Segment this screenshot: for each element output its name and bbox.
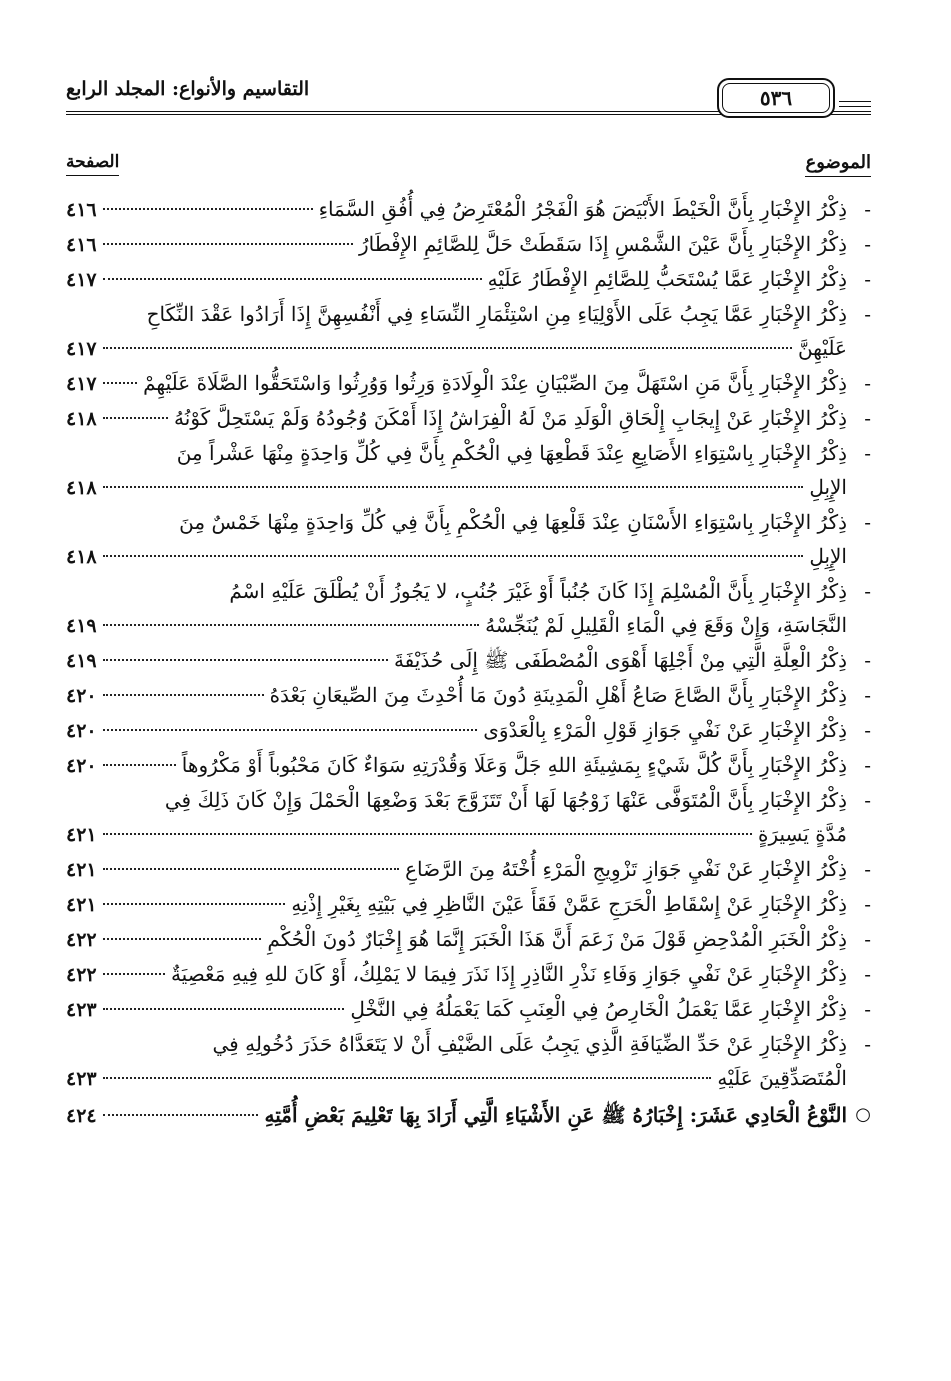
entry-title-line1: ذِكْرُ الإِخْبَارِ بِاسْتِوَاءِ الأَسْنَانِ عِنْدَ قَلْعِهَا فِي الْحُكْمِ بِأَنَّ فِي كُلِّ وَاحِدَةٍ مِنْهَا خَمْسٌ مِنَ: [179, 510, 847, 534]
toc-list: [66, 192, 871, 1133]
entry-first-line-row: [66, 297, 847, 331]
dot-leader: [103, 833, 752, 835]
entry-title-line1: ذِكْرُ الإِخْبَارِ بِأَنَّ الْمُسْلِمَ إِذَا كَانَ جُنُباً أَوْ غَيْرَ جُنُبٍ، لا يَجُوزُ أَنْ يُطْلَقَ عَلَيْهِ اسْمُ: [229, 579, 847, 603]
dot-leader: [103, 903, 286, 905]
entry-page-number: ٤١٦: [66, 199, 97, 221]
toc-entry: [66, 887, 871, 922]
entry-line: [66, 366, 847, 401]
dot-leader: [103, 486, 804, 488]
toc-entry: [66, 505, 871, 574]
toc-entry: [66, 1027, 871, 1096]
entry-page-number: ٤٢٠: [66, 755, 97, 777]
entry-dash: -: [864, 197, 871, 221]
entry-dash: -: [864, 441, 871, 465]
toc-entry: [66, 574, 871, 643]
entry-line: [66, 227, 847, 262]
entry-line: [66, 331, 847, 366]
entry-page-number: ٤١٧: [66, 269, 97, 291]
entry-title: ذِكْرُ الْخَبَرِ الْمُدْحِضِ قَوْلَ مَنْ زَعَمَ أَنَّ هَذَا الْخَبَرَ إِنَّمَا هُوَ إِخْبَارٌ دُونَ الْحُكْمِ: [267, 927, 847, 951]
dot-leader: [103, 868, 399, 870]
dot-leader: [103, 208, 313, 210]
dot-leader: [103, 1114, 259, 1116]
entry-page-number: ٤٢١: [66, 894, 97, 916]
page-column-heading: الصفحة: [66, 152, 120, 172]
dot-leader: [103, 347, 792, 349]
toc-entry: [66, 192, 871, 227]
toc-entry: [66, 262, 871, 297]
entry-title: ذِكْرُ الإِخْبَارِ عَنْ نَفْيِ جَوَازِ وَفَاءِ نَذْرِ النَّاذِرِ إِذَا نَذَرَ فِيمَا لا يَمْلِكُ، أَوْ كَانَ للهِ فِيهِ مَعْصِيَةٌ: [170, 962, 847, 986]
entry-line: [66, 1098, 847, 1133]
entry-dash: -: [864, 788, 871, 812]
bullet-circle: ○: [855, 1104, 871, 1125]
entry-line: [66, 992, 847, 1027]
entry-title: ذِكْرُ الإِخْبَارِ عَمَّا يَعْمَلُ الْخَارِصُ فِي الْعِنَبِ كَمَا يَعْمَلُهُ فِي النَّخْلِ: [350, 997, 847, 1021]
entry-title: ذِكْرُ الإِخْبَارِ عَنْ نَفْيِ جَوَازِ قَوْلِ الْمَرْءِ بِالْعَدْوَى: [483, 718, 847, 742]
entry-page-number: ٤٢٠: [66, 685, 97, 707]
entry-title-line1: ذِكْرُ الإِخْبَارِ عَمَّا يَجِبُ عَلَى الأَوْلِيَاءِ مِنِ اسْتِئْمَارِ النِّسَاءِ فِي أَنْفُسِهِنَّ إِذَا أَرَادُوا عَقْدَ النِّكَاحِ: [146, 302, 847, 326]
column-headings: [66, 152, 871, 180]
entry-page-number: ٤٢٢: [66, 964, 97, 986]
entry-first-line-row: [66, 436, 847, 470]
entry-page-number: ٤٢١: [66, 824, 97, 846]
toc-entry: [66, 297, 871, 366]
entry-page-number: ٤٢١: [66, 859, 97, 881]
entry-dash: -: [864, 892, 871, 916]
entry-title: النَّجَاسَةِ، وَإِنْ وَقَعَ فِي الْمَاءِ الْقَلِيلِ لَمْ يُنَجِّسْهُ: [485, 613, 847, 637]
entry-dash: -: [864, 1032, 871, 1056]
entry-title: الإِبِلِ: [809, 475, 847, 499]
entry-dash: -: [864, 267, 871, 291]
toc-entry: [66, 783, 871, 852]
toc-entry: [66, 436, 871, 505]
dot-leader: [103, 973, 165, 975]
dot-leader: [103, 278, 482, 280]
entry-title: ذِكْرُ الإِخْبَارِ بِأَنَّ الْخَيْطَ الأَبْيَضَ هُوَ الْفَجْرُ الْمُعْتَرِضُ فِي أُفُقِ السَّمَاءِ: [318, 197, 847, 221]
entry-dash: -: [864, 753, 871, 777]
entry-dash: -: [864, 718, 871, 742]
toc-entry: [66, 852, 871, 887]
toc-entry: [66, 957, 871, 992]
toc-entry: [66, 401, 871, 436]
dot-leader: [103, 555, 804, 557]
entry-title: مُدَّةٍ يَسِيرَةٍ: [757, 822, 847, 846]
toc-entry: [66, 922, 871, 957]
entry-line: [66, 713, 847, 748]
toc-entry: [66, 713, 871, 748]
dot-leader: [103, 938, 262, 940]
running-header: [66, 78, 871, 122]
entry-line: [66, 643, 847, 678]
toc-entry: [66, 992, 871, 1027]
entry-first-line-row: [66, 783, 847, 817]
section-heading-entry: [66, 1098, 871, 1133]
entry-line: [66, 192, 847, 227]
entry-page-number: ٤٢٠: [66, 720, 97, 742]
dot-leader: [103, 729, 478, 731]
dot-leader: [103, 382, 137, 384]
entry-line: [66, 678, 847, 713]
entry-title: ذِكْرُ الْعِلَّةِ الَّتِي مِنْ أَجْلِهَا أَهْوَى الْمُصْطَفَى ﷺ إِلَى حُذَيْفَةَ: [393, 648, 847, 672]
entry-line: [66, 748, 847, 783]
entry-title-line1: ذِكْرُ الإِخْبَارِ بِأَنَّ الْمُتَوَفَّى عَنْهَا زَوْجُهَا لَهَا أَنْ تَتَزَوَّجَ بَعْدَ وَضْعِهَا الْحَمْلَ وَإِنْ كَانَ ذَلِكَ فِي: [164, 788, 847, 812]
toc-entry: [66, 227, 871, 262]
entry-line: [66, 401, 847, 436]
entry-title: ذِكْرُ الإِخْبَارِ عَنْ نَفْيِ جَوَازِ تَزْوِيجِ الْمَرْءِ أُخْتَهُ مِنَ الرَّضَاعِ: [405, 857, 847, 881]
entry-title-line1: ذِكْرُ الإِخْبَارِ عَنْ حَدِّ الضِّيَافَةِ الَّذِي يَجِبُ عَلَى الضَّيْفِ أَنْ لا يَتَعَدَّاهُ حَذَرَ دُخُولِهِ فِي: [212, 1032, 847, 1056]
entry-line: [66, 887, 847, 922]
entry-line: [66, 817, 847, 852]
entry-dash: -: [864, 648, 871, 672]
entry-page-number: ٤٢٤: [66, 1105, 97, 1127]
entry-dash: -: [864, 962, 871, 986]
entry-page-number: ٤١٩: [66, 650, 97, 672]
dot-leader: [103, 659, 388, 661]
entry-title: الْمُتَصَدِّقِينَ عَلَيْهِ: [717, 1066, 847, 1090]
entry-page-number: ٤١٨: [66, 546, 97, 568]
dot-leader: [103, 1008, 345, 1010]
entry-first-line-row: [66, 505, 847, 539]
dot-leader: [103, 624, 479, 626]
entry-line: [66, 470, 847, 505]
entry-line: [66, 852, 847, 887]
entry-page-number: ٤١٨: [66, 477, 97, 499]
entry-line: [66, 922, 847, 957]
entry-page-number: ٤١٦: [66, 234, 97, 256]
entry-dash: -: [864, 997, 871, 1021]
entry-page-number: ٤١٧: [66, 373, 97, 395]
entry-line: [66, 539, 847, 574]
entry-title: ذِكْرُ الإِخْبَارِ بِأَنَّ مَنِ اسْتَهَلَّ مِنَ الصِّبْيَانِ عِنْدَ الْوِلَادَةِ وَرِثُوا وَوُرِثُوا وَاسْتَحَقُّوا الصَّلَاةَ عَلَيْهِمْ: [143, 371, 847, 395]
entry-title-line1: ذِكْرُ الإِخْبَارِ بِاسْتِوَاءِ الأَصَابِعِ عِنْدَ قَطْعِهَا فِي الْحُكْمِ بِأَنَّ فِي كُلِّ وَاحِدَةٍ مِنْهَا عَشْراً مِنَ: [176, 441, 847, 465]
entry-dash: -: [864, 302, 871, 326]
page-number-frame: [717, 78, 835, 118]
entry-page-number: ٤٢٣: [66, 1068, 97, 1090]
entry-title: ذِكْرُ الإِخْبَارِ عَنْ إِيجَابِ إِلْحَاقِ الْوَلَدِ مَنْ لَهُ الْفِرَاشُ إِذَا أَمْكَنَ وُجُودُهُ وَلَمْ يَسْتَحِلَّ كَوْنُهُ: [174, 406, 847, 430]
entry-title: الإِبِلِ: [809, 544, 847, 568]
entry-title: ذِكْرُ الإِخْبَارِ بِأَنَّ عَيْنَ الشَّمْسِ إِذَا سَقَطَتْ حَلَّ لِلصَّائِمِ الإِفْطَارُ: [358, 232, 847, 256]
section-heading-title: النَّوْعُ الْحَادِي عَشَرَ: إِخْبَارُهُ ﷺ عَنِ الأَشْيَاءِ الَّتِي أَرَادَ بِهَا تَعْلِيمَ بَعْضِ أُمَّتِهِ: [264, 1103, 847, 1127]
entry-page-number: ٤١٩: [66, 615, 97, 637]
entry-dash: -: [864, 371, 871, 395]
header-title: التقاسيم والأنواع: المجلد الرابع: [66, 78, 310, 100]
toc-entry: [66, 643, 871, 678]
entry-page-number: ٤٢٣: [66, 999, 97, 1021]
entry-title: ذِكْرُ الإِخْبَارِ بِأَنَّ الصَّاعَ صَاعُ أَهْلِ الْمَدِينَةِ دُونَ مَا أُحْدِثَ مِنَ الصِّيعَانِ بَعْدَهُ: [269, 683, 847, 707]
entry-line: [66, 1061, 847, 1096]
dot-leader: [103, 764, 176, 766]
entry-line: [66, 957, 847, 992]
page-number: ٥٣٦: [722, 83, 830, 113]
entry-page-number: ٤١٧: [66, 338, 97, 360]
dot-leader: [103, 417, 168, 419]
entry-title: ذِكْرُ الإِخْبَارِ بِأَنَّ كُلَّ شَيْءٍ بِمَشِيئَةِ اللهِ جَلَّ وَعَلَا وَقُدْرَتِهِ سَوَاءٌ كَانَ مَحْبُوباً أَوْ مَكْرُوهاً: [181, 753, 847, 777]
entry-line: [66, 608, 847, 643]
entry-title: ذِكْرُ الإِخْبَارِ عَنْ إِسْقَاطِ الْحَرَجِ عَمَّنْ فَقَأَ عَيْنَ النَّاظِرِ فِي بَيْتِهِ بِغَيْرِ إِذْنِهِ: [291, 892, 847, 916]
entry-dash: -: [864, 857, 871, 881]
entry-dash: -: [864, 683, 871, 707]
page: [66, 78, 871, 1133]
entry-title: عَلَيْهِنَّ: [797, 336, 847, 360]
entry-page-number: ٤٢٢: [66, 929, 97, 951]
entry-first-line-row: [66, 1027, 847, 1061]
entry-first-line-row: [66, 574, 847, 608]
entry-dash: -: [864, 579, 871, 603]
header-ornament: [839, 101, 871, 107]
toc-entry: [66, 366, 871, 401]
entry-dash: -: [864, 406, 871, 430]
dot-leader: [103, 694, 264, 696]
toc-entry: [66, 748, 871, 783]
entry-dash: -: [864, 232, 871, 256]
entry-title: ذِكْرُ الإِخْبَارِ عَمَّا يُسْتَحَبُّ لِلصَّائِمِ الإِفْطَارُ عَلَيْهِ: [487, 267, 847, 291]
toc-entry: [66, 678, 871, 713]
dot-leader: [103, 1077, 712, 1079]
entry-dash: -: [864, 510, 871, 534]
topic-column-heading: الموضوع: [805, 152, 871, 173]
entry-dash: -: [864, 927, 871, 951]
entry-page-number: ٤١٨: [66, 408, 97, 430]
dot-leader: [103, 243, 353, 245]
entry-line: [66, 262, 847, 297]
